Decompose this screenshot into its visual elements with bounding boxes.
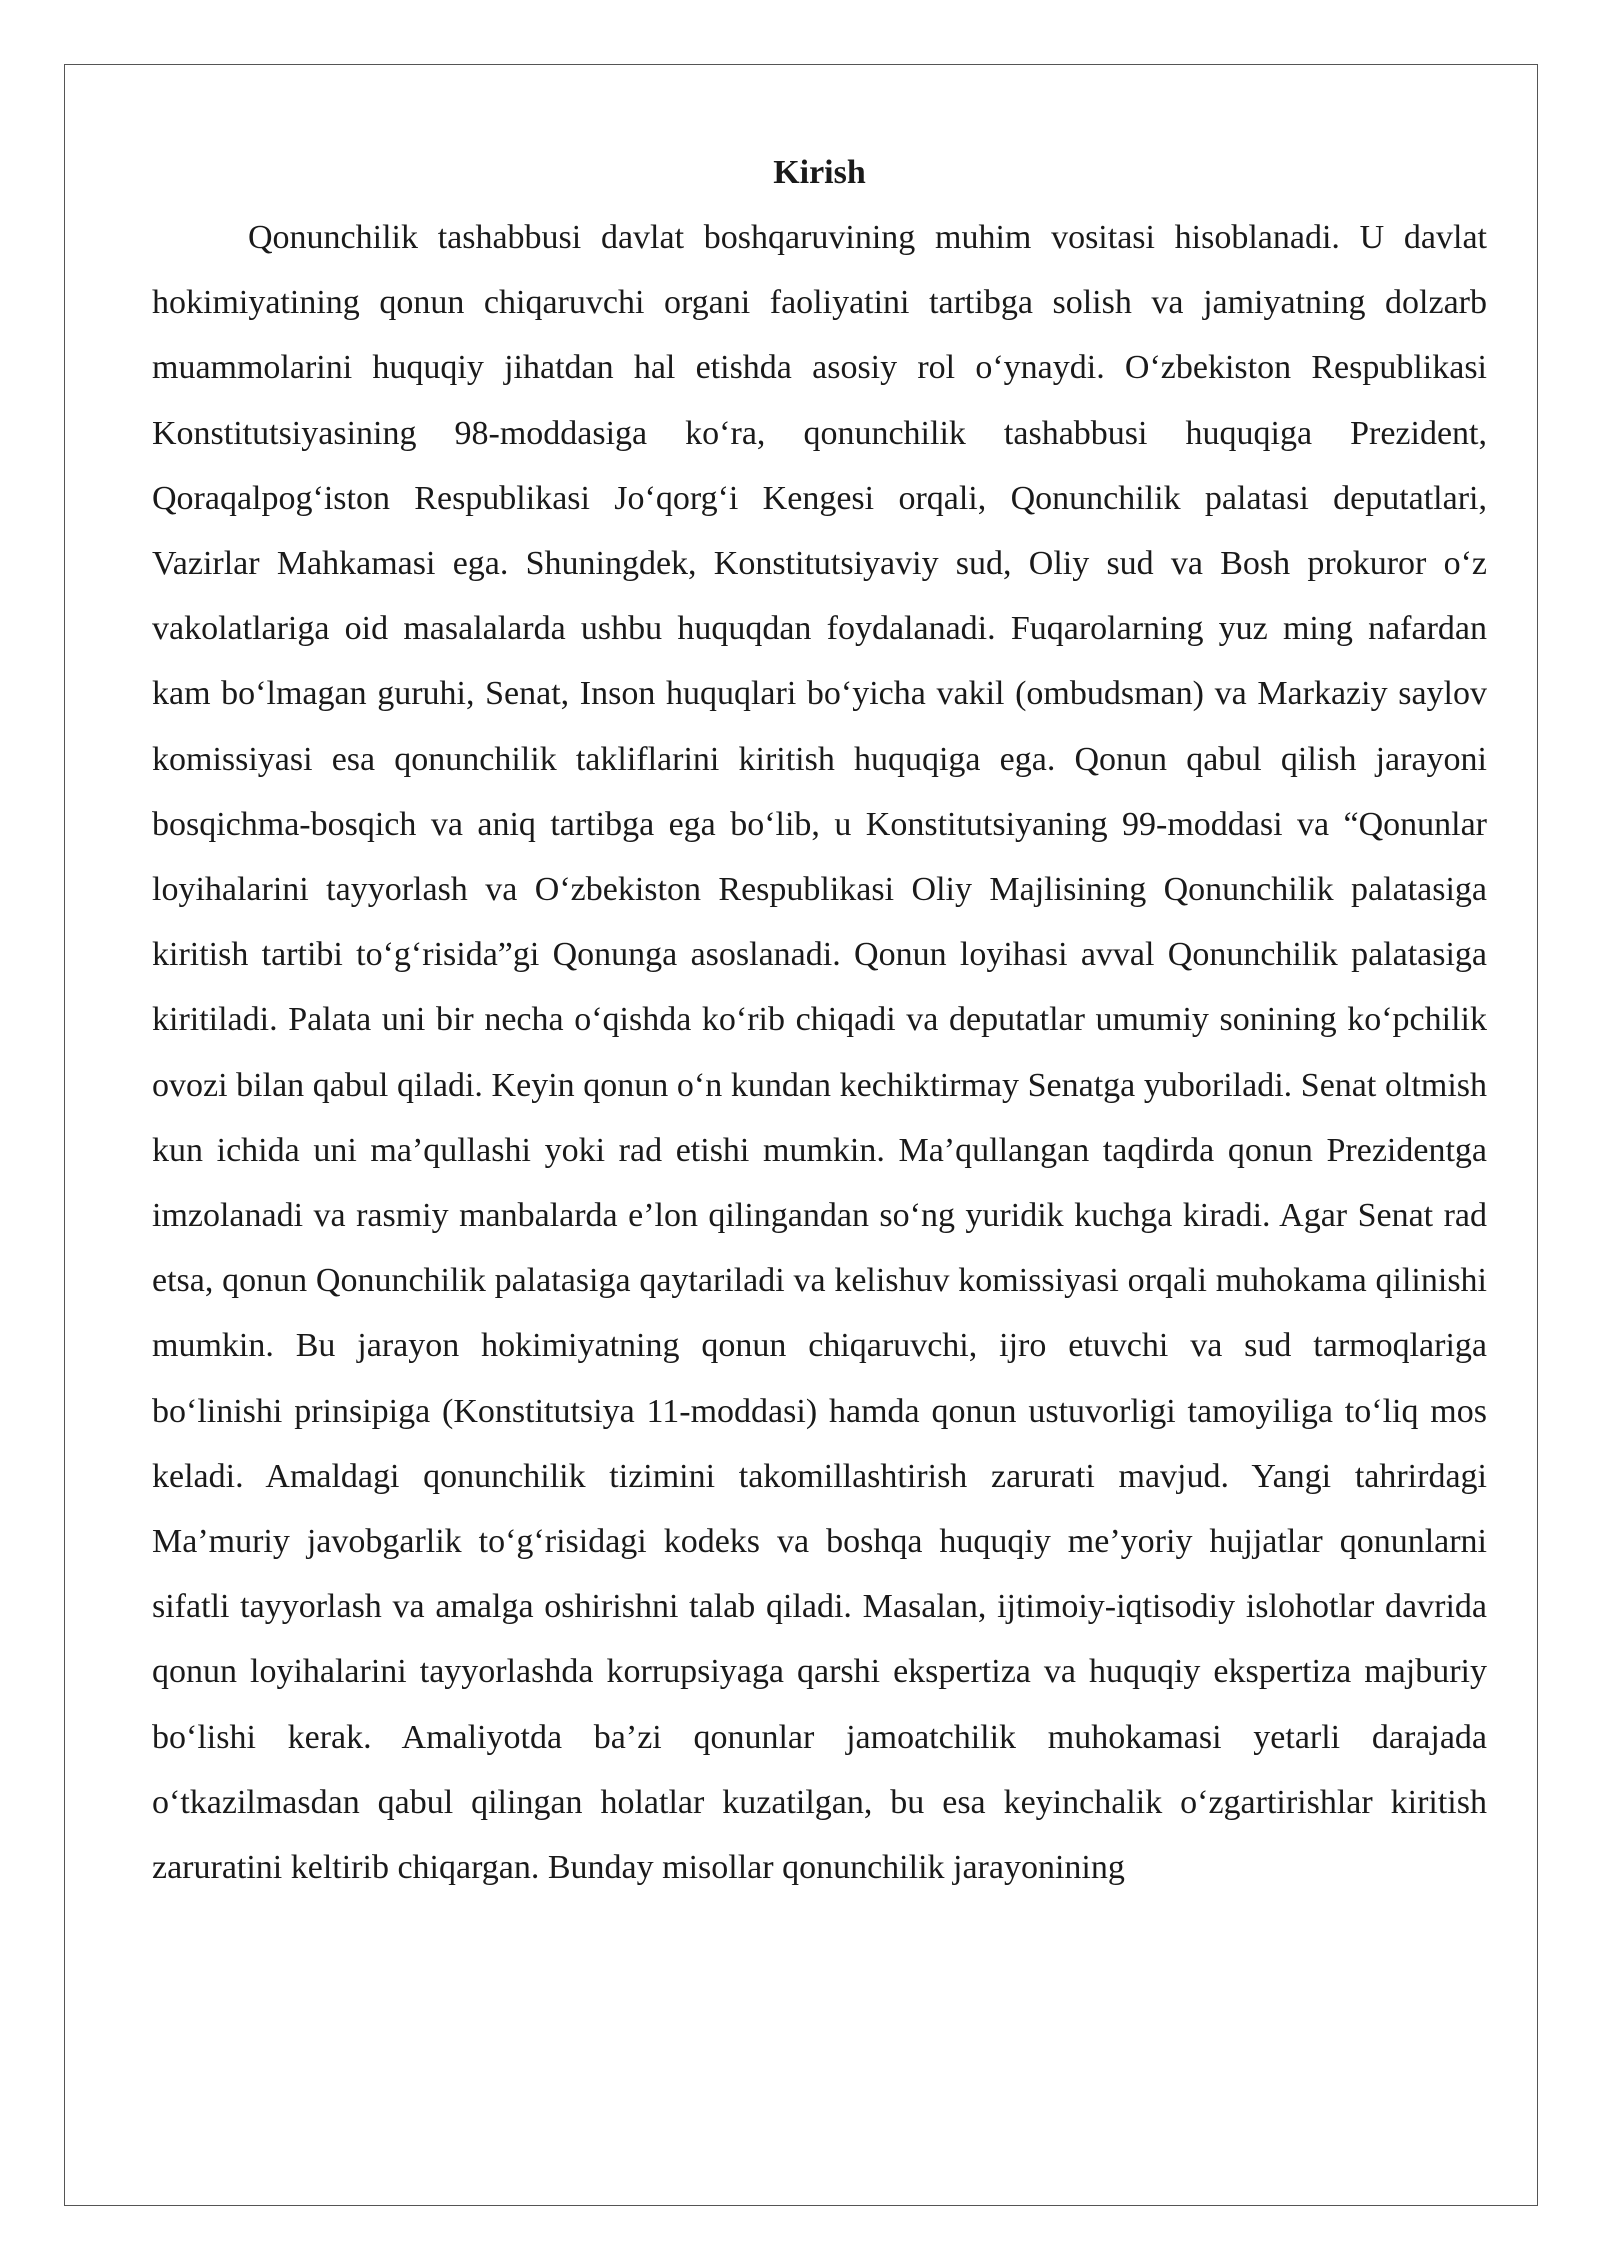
body-paragraph: Qonunchilik tashabbusi davlat boshqaruvining muhim vositasi hisoblanadi. U davlat hokimiyatining qonun chiqaruvchi organi faoliyatini tartibga solish va jamiyatning dolzarb muammolarini huquqiy jihatdan hal etishda asosiy rol o‘ynaydi. O‘zbekiston Respublikasi Konstitutsiyasining 98-moddasiga ko‘ra, qonunchilik tashabbusi huquqiga Prezident, Qoraqalpog‘iston Respublikasi Jo‘qorg‘i Kengesi orqali, Qonunchilik palatasi deputatlari, Vazirlar Mahkamasi ega. Shuningdek, Konstitutsiyaviy sud, Oliy sud va Bosh prokuror o‘z vakolatlariga oid masalalarda ushbu huquqdan foydalanadi. Fuqarolarning yuz ming nafardan kam bo‘lmagan guruhi, Senat, Inson huquqlari bo‘yicha vakil (ombudsman) va Markaziy saylov komissiyasi esa qonunchilik takliflarini kiritish huquqiga ega. Qonun qabul qilish jarayoni bosqichma-bosqich va aniq tartibga ega bo‘lib, u Konstitutsiyaning 99-moddasi va “Qonunlar loyihalarini tayyorlash va O‘zbekiston Respublikasi Oliy Majlisining Qonunchilik palatasiga kiritish tartibi to‘g‘risida”gi Qonunga asoslanadi. Qonun loyihasi avval Qonunchilik palatasiga kiritiladi. Palata uni bir necha o‘qishda ko‘rib chiqadi va deputatlar umumiy sonining ko‘pchilik ovozi bilan qabul qiladi. Keyin qonun o‘n kundan kechiktirmay Senatga yuboriladi. Senat oltmish kun ichida uni ma’qullashi yoki rad etishi mumkin. Ma’qullangan taqdirda qonun Prezidentga imzolanadi va rasmiy manbalarda e’lon qilingandan so‘ng yuridik kuchga kiradi. Agar Senat rad etsa, qonun Qonunchilik palatasiga qaytariladi va kelishuv komissiyasi orqali muhokama qilinishi mumkin. Bu jarayon hokimiyatning qonun chiqaruvchi, ijro etuvchi va sud tarmoqlariga bo‘linishi prinsipiga (Konstitutsiya 11-moddasi) hamda qonun ustuvorligi tamoyiliga to‘liq mos keladi. Amaldagi qonunchilik tizimini takomillashtirish zarurati mavjud. Yangi tahrirdagi Ma’muriy javobgarlik to‘g‘risidagi kodeks va boshqa huquqiy me’yoriy hujjatlar qonunlarni sifatli tayyorlash va amalga oshirishni talab qiladi. Masalan, ijtimoiy-iqtisodiy islohotlar davrida qonun loyihalarini tayyorlashda korrupsiyaga qarshi ekspertiza va huquqiy ekspertiza majburiy bo‘lishi kerak. Amaliyotda ba’zi qonunlar jamoatchilik muhokamasi yetarli darajada o‘tkazilmasdan qabul qilingan holatlar kuzatilgan, bu esa keyinchalik o‘zgartirishlar kiritish zaruratini keltirib chiqargan. Bunday misollar qonunchilik jarayonining [152, 219, 1487, 1887]
document-body [152, 140, 1487, 1900]
section-title: Kirish [773, 154, 866, 191]
